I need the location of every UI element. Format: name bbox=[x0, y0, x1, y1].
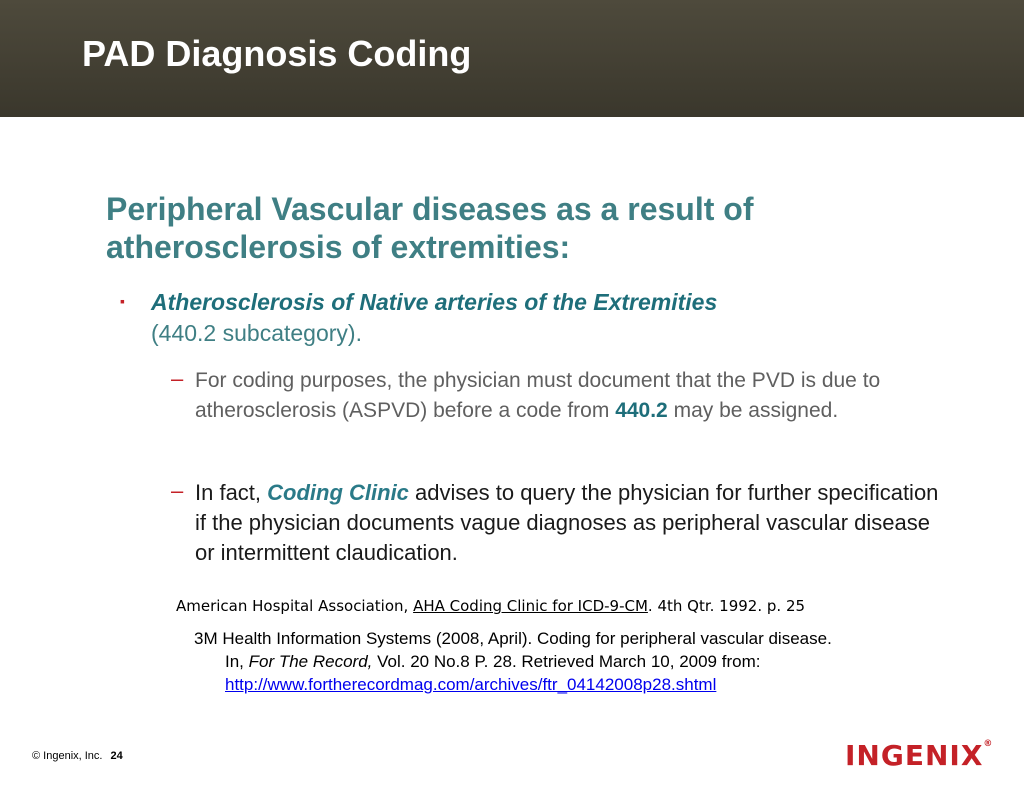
slide-title: PAD Diagnosis Coding bbox=[82, 33, 472, 74]
logo-text: INGENIX bbox=[845, 739, 984, 772]
reference-aha bbox=[176, 597, 805, 615]
footer-copyright bbox=[32, 750, 123, 762]
dash-bullet-icon: – bbox=[171, 478, 184, 503]
bullet-item bbox=[151, 287, 911, 349]
reference-aha-after: . 4th Qtr. 1992. p. 25 bbox=[647, 597, 806, 615]
reference-3m-journal: For The Record, bbox=[248, 652, 373, 671]
sub-bullet-1-text-before: For coding purposes, the physician must document that the PVD is due to atherosclerosis (ASPVD) before a code from bbox=[195, 369, 881, 422]
reference-3m bbox=[194, 627, 914, 696]
reference-3m-rest: Vol. 20 No.8 P. 28. Retrieved March 10, 2009 from: bbox=[372, 652, 761, 671]
bullet-title: Atherosclerosis of Native arteries of the Extremities bbox=[151, 289, 718, 315]
section-heading: Peripheral Vascular diseases as a result of atherosclerosis of extremities: bbox=[106, 191, 754, 265]
reference-aha-title: AHA Coding Clinic for ICD-9-CM bbox=[413, 597, 648, 615]
copyright-text: © Ingenix, Inc. bbox=[32, 750, 103, 762]
coding-clinic-label: Coding Clinic bbox=[267, 480, 409, 505]
reference-3m-source bbox=[194, 650, 914, 673]
reference-3m-url-line bbox=[194, 673, 914, 696]
reference-aha-before: American Hospital Association, bbox=[176, 597, 414, 615]
sub-bullet-2 bbox=[195, 478, 955, 568]
diagnosis-code: 440.2 bbox=[615, 399, 668, 422]
sub-bullet-1 bbox=[195, 366, 955, 426]
page-number: 24 bbox=[110, 750, 123, 762]
square-bullet-icon: ▪ bbox=[120, 293, 125, 309]
reference-3m-line1: 3M Health Information Systems (2008, April). Coding for peripheral vascular disease. bbox=[194, 629, 832, 648]
reference-3m-in: In, bbox=[225, 652, 249, 671]
sub-bullet-1-text-after: may be assigned. bbox=[667, 399, 839, 422]
title-bar bbox=[0, 0, 1024, 117]
sub-bullet-2-text-before: In fact, bbox=[195, 480, 268, 505]
registered-mark: ® bbox=[983, 739, 993, 749]
bullet-subtext: (440.2 subcategory). bbox=[151, 320, 362, 346]
reference-url-link[interactable]: http://www.fortherecordmag.com/archives/ftr_04142008p28.shtml bbox=[225, 675, 717, 694]
ingenix-logo bbox=[845, 739, 992, 772]
sub-bullet-2-text-after: advises to query the physician for further specification if the physician documents vague diagnoses as peripheral vascular disease or intermittent claudication. bbox=[195, 480, 939, 565]
dash-bullet-icon: – bbox=[171, 366, 184, 391]
